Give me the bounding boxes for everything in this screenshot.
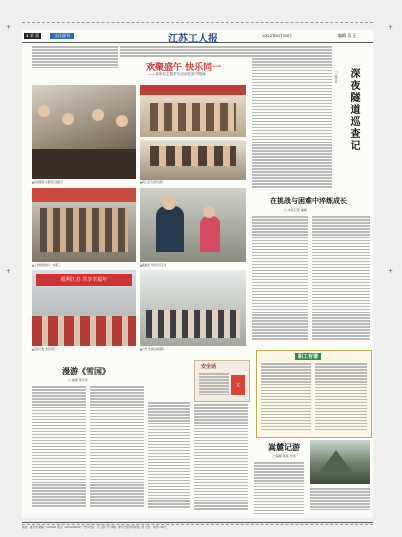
bottom-right-byline: □ 编辑 某某 作者: [272, 454, 296, 458]
right-story-title: 深夜隧道巡查记: [348, 68, 359, 152]
photo-mountain: [310, 440, 370, 484]
page-footer: 地址：南京市 邮编：210000 电话：025-000000 广告许可证：苏工商广字 印刷：新华日报印务有限公司 定价：每份1.00元: [22, 522, 373, 529]
mid-story-byline: □ 本报记者 编辑: [284, 208, 307, 212]
photo-banner: [32, 270, 136, 346]
editor-credit: 编辑 吴 正: [338, 33, 357, 38]
banner-text: 福利江苏 共享幸福年: [36, 274, 132, 286]
safety-title: 安全话: [201, 364, 217, 370]
safety-text: [199, 373, 229, 397]
caption-4: ▲演讲者 与孩子们互动: [140, 264, 167, 267]
bottom-left-col-3: [148, 402, 190, 509]
page-header: [22, 30, 373, 43]
masthead: 江苏工人报: [168, 34, 218, 45]
photo-dumplings: [32, 85, 136, 179]
page-number: 4 第 版: [26, 33, 40, 38]
bottom-right-col-1: [254, 462, 304, 516]
caption-6: ▲户外 文体活动现场: [140, 348, 164, 351]
notice-title: 职工有谱: [295, 353, 321, 360]
bottom-right-title: 嵩麓记游: [268, 442, 300, 452]
caption-5: ▲活动合影 欢乐同庆: [32, 348, 56, 351]
mid-story-title: 在挑战与困难中淬炼成长: [270, 196, 347, 205]
caption-1: ▲活动现场 小朋友们包粽子: [32, 181, 64, 184]
issue-date: 2022年8月18日: [262, 33, 292, 38]
caption-2: ▲职工亲子活动合影: [140, 181, 163, 184]
photo-speaker: [140, 188, 246, 262]
safety-box: [194, 360, 250, 402]
notice-text-2: [315, 363, 367, 432]
bottom-left-title: 漫游《雪国》: [62, 366, 110, 376]
safety-badge: 文: [231, 375, 245, 395]
right-story-text: [252, 46, 332, 189]
bottom-left-col-1: [32, 386, 86, 508]
bottom-right-col-2: [310, 488, 370, 512]
photo-family: [140, 85, 246, 137]
photo-workers: [32, 188, 136, 262]
bottom-left-col-2: [90, 386, 144, 508]
caption-3: ▲工会组织慰问 一线职工: [32, 264, 61, 267]
newspaper-page: [22, 30, 373, 518]
photo-gifts: [140, 140, 246, 180]
notice-box: [256, 350, 372, 438]
mid-story-col-1: [252, 216, 308, 341]
feature-headline: 欢聚盛午 快乐同一: [146, 63, 222, 73]
section-label: 文化副刊: [50, 33, 74, 39]
notice-text-1: [261, 363, 311, 432]
intro-text-2: [120, 46, 262, 58]
right-story-byline: □ 陈兴平: [334, 70, 338, 84]
middle-bottom-text: [194, 404, 248, 511]
bottom-left-byline: □ 编辑 某作者: [68, 378, 88, 382]
mid-story-col-2: [312, 216, 370, 341]
photo-outdoor: [140, 270, 246, 346]
intro-text: [32, 46, 118, 70]
feature-subhead: ——各单位主题采写活动在福节期间: [148, 72, 206, 76]
